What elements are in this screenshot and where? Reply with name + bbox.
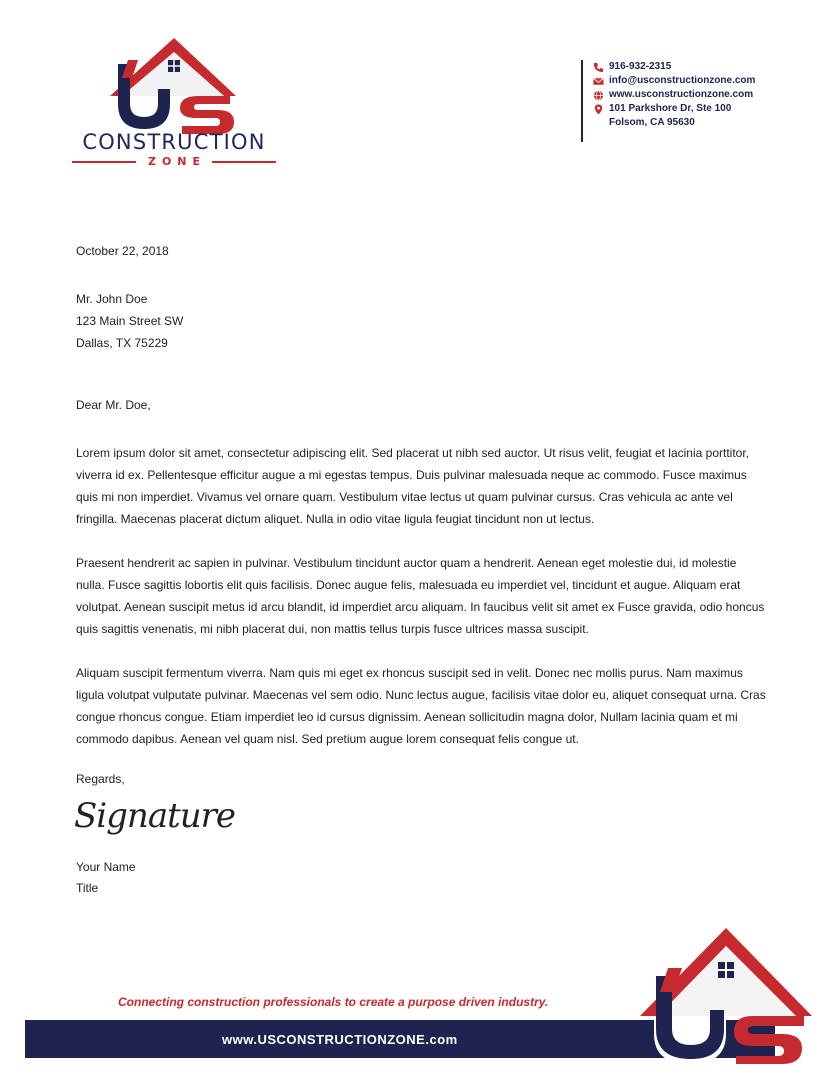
location-pin-icon [593,104,604,115]
recipient-name: Mr. John Doe [76,292,148,306]
footer-logo [636,924,816,1064]
paragraph: Praesent hendrerit ac sapien in pulvinar. Vestibulum tincidunt auctor quam a hendrerit. Aenean eget molestie dui, id molestie nulla. Fusce sagittis lobortis elit quis facilisis. Donec augue felis, malesuada eu imperdiet vel, tincidunt et augue. Aliquam erat volutpat. Aenean suscipit metus id arcu blandit, id imperdiet arcu aliquam. In faucibus velit sit amet ex Fusce gravida, odio honcus quis sagittis venenatis, mi nibh placerat dui, non mattis tellus turpis fusce ultrices massa suscipit. [76,556,765,636]
contact-block [581,60,755,142]
letter-date: October 22, 2018 [76,244,169,258]
signature: Signature [74,796,236,836]
sender-title: Title [76,881,99,895]
contact-address: 101 Parkshore Dr, Ste 100 Folsom, CA 95630 [593,102,755,130]
closing: Regards, [76,772,125,786]
footer-tagline: Connecting construction professionals to create a purpose driven industry. [118,995,549,1009]
contact-phone: 916-932-2315 [593,60,755,74]
phone-icon [593,62,604,73]
paragraph: Lorem ipsum dolor sit amet, consectetur adipiscing elit. Sed placerat ut nibh sed auctor. Ut risus velit, feugiat et lacinia porttitor, viverra id ex. Pellentesque efficitur augue a mi egestas tempus. Duis pulvinar malesuada neque ac commodo. Fusce maximus quis mi non imperdiet. Vivamus vel ornare quam. Vestibulum vitae lectus ut quam pulvinar cursus. Cras vehicula ac ante vel fringilla. Maecenas placerat dictum aliquet. Nulla in odio vitae ligula feugiat tincidunt non ut lectus. [76,446,750,526]
logo-sub: ZONE [147,155,207,168]
logo-name: CONSTRUCTION [82,130,266,154]
recipient-street: 123 Main Street SW [76,314,184,328]
sender-block [76,857,136,899]
recipient-address [76,288,183,354]
recipient-city: Dallas, TX 75229 [76,336,168,350]
sender-name: Your Name [76,860,136,874]
contact-website: www.usconstructionzone.com [593,88,755,102]
logo-wordmark [72,130,276,168]
mail-icon [593,76,604,87]
greeting: Dear Mr. Doe, [76,398,151,412]
footer-url: www.USCONSTRUCTIONZONE.com [222,1032,458,1047]
globe-icon [593,90,604,101]
letter-body [76,442,766,772]
paragraph: Aliquam suscipit fermentum viverra. Nam quis mi eget ex rhoncus suscipit sed in velit. Donec nec mollis purus. Nam maximus ligula volutpat vulputate pulvinar. Maecenas vel sem odio. Nunc lectus augue, facilisis vitae dolor eu, aliquet consequat urna. Cras congue rhoncus congue. Etiam imperdiet leo id cursus dignissim. Aenean sollicitudin magna dolor, Nullam lacinia quam et mi commodo dapibus. Aenean vel quam nisl. Sed pretium augue lorem consequat felis congue ut. [76,666,766,746]
contact-email: info@usconstructionzone.com [593,74,755,88]
